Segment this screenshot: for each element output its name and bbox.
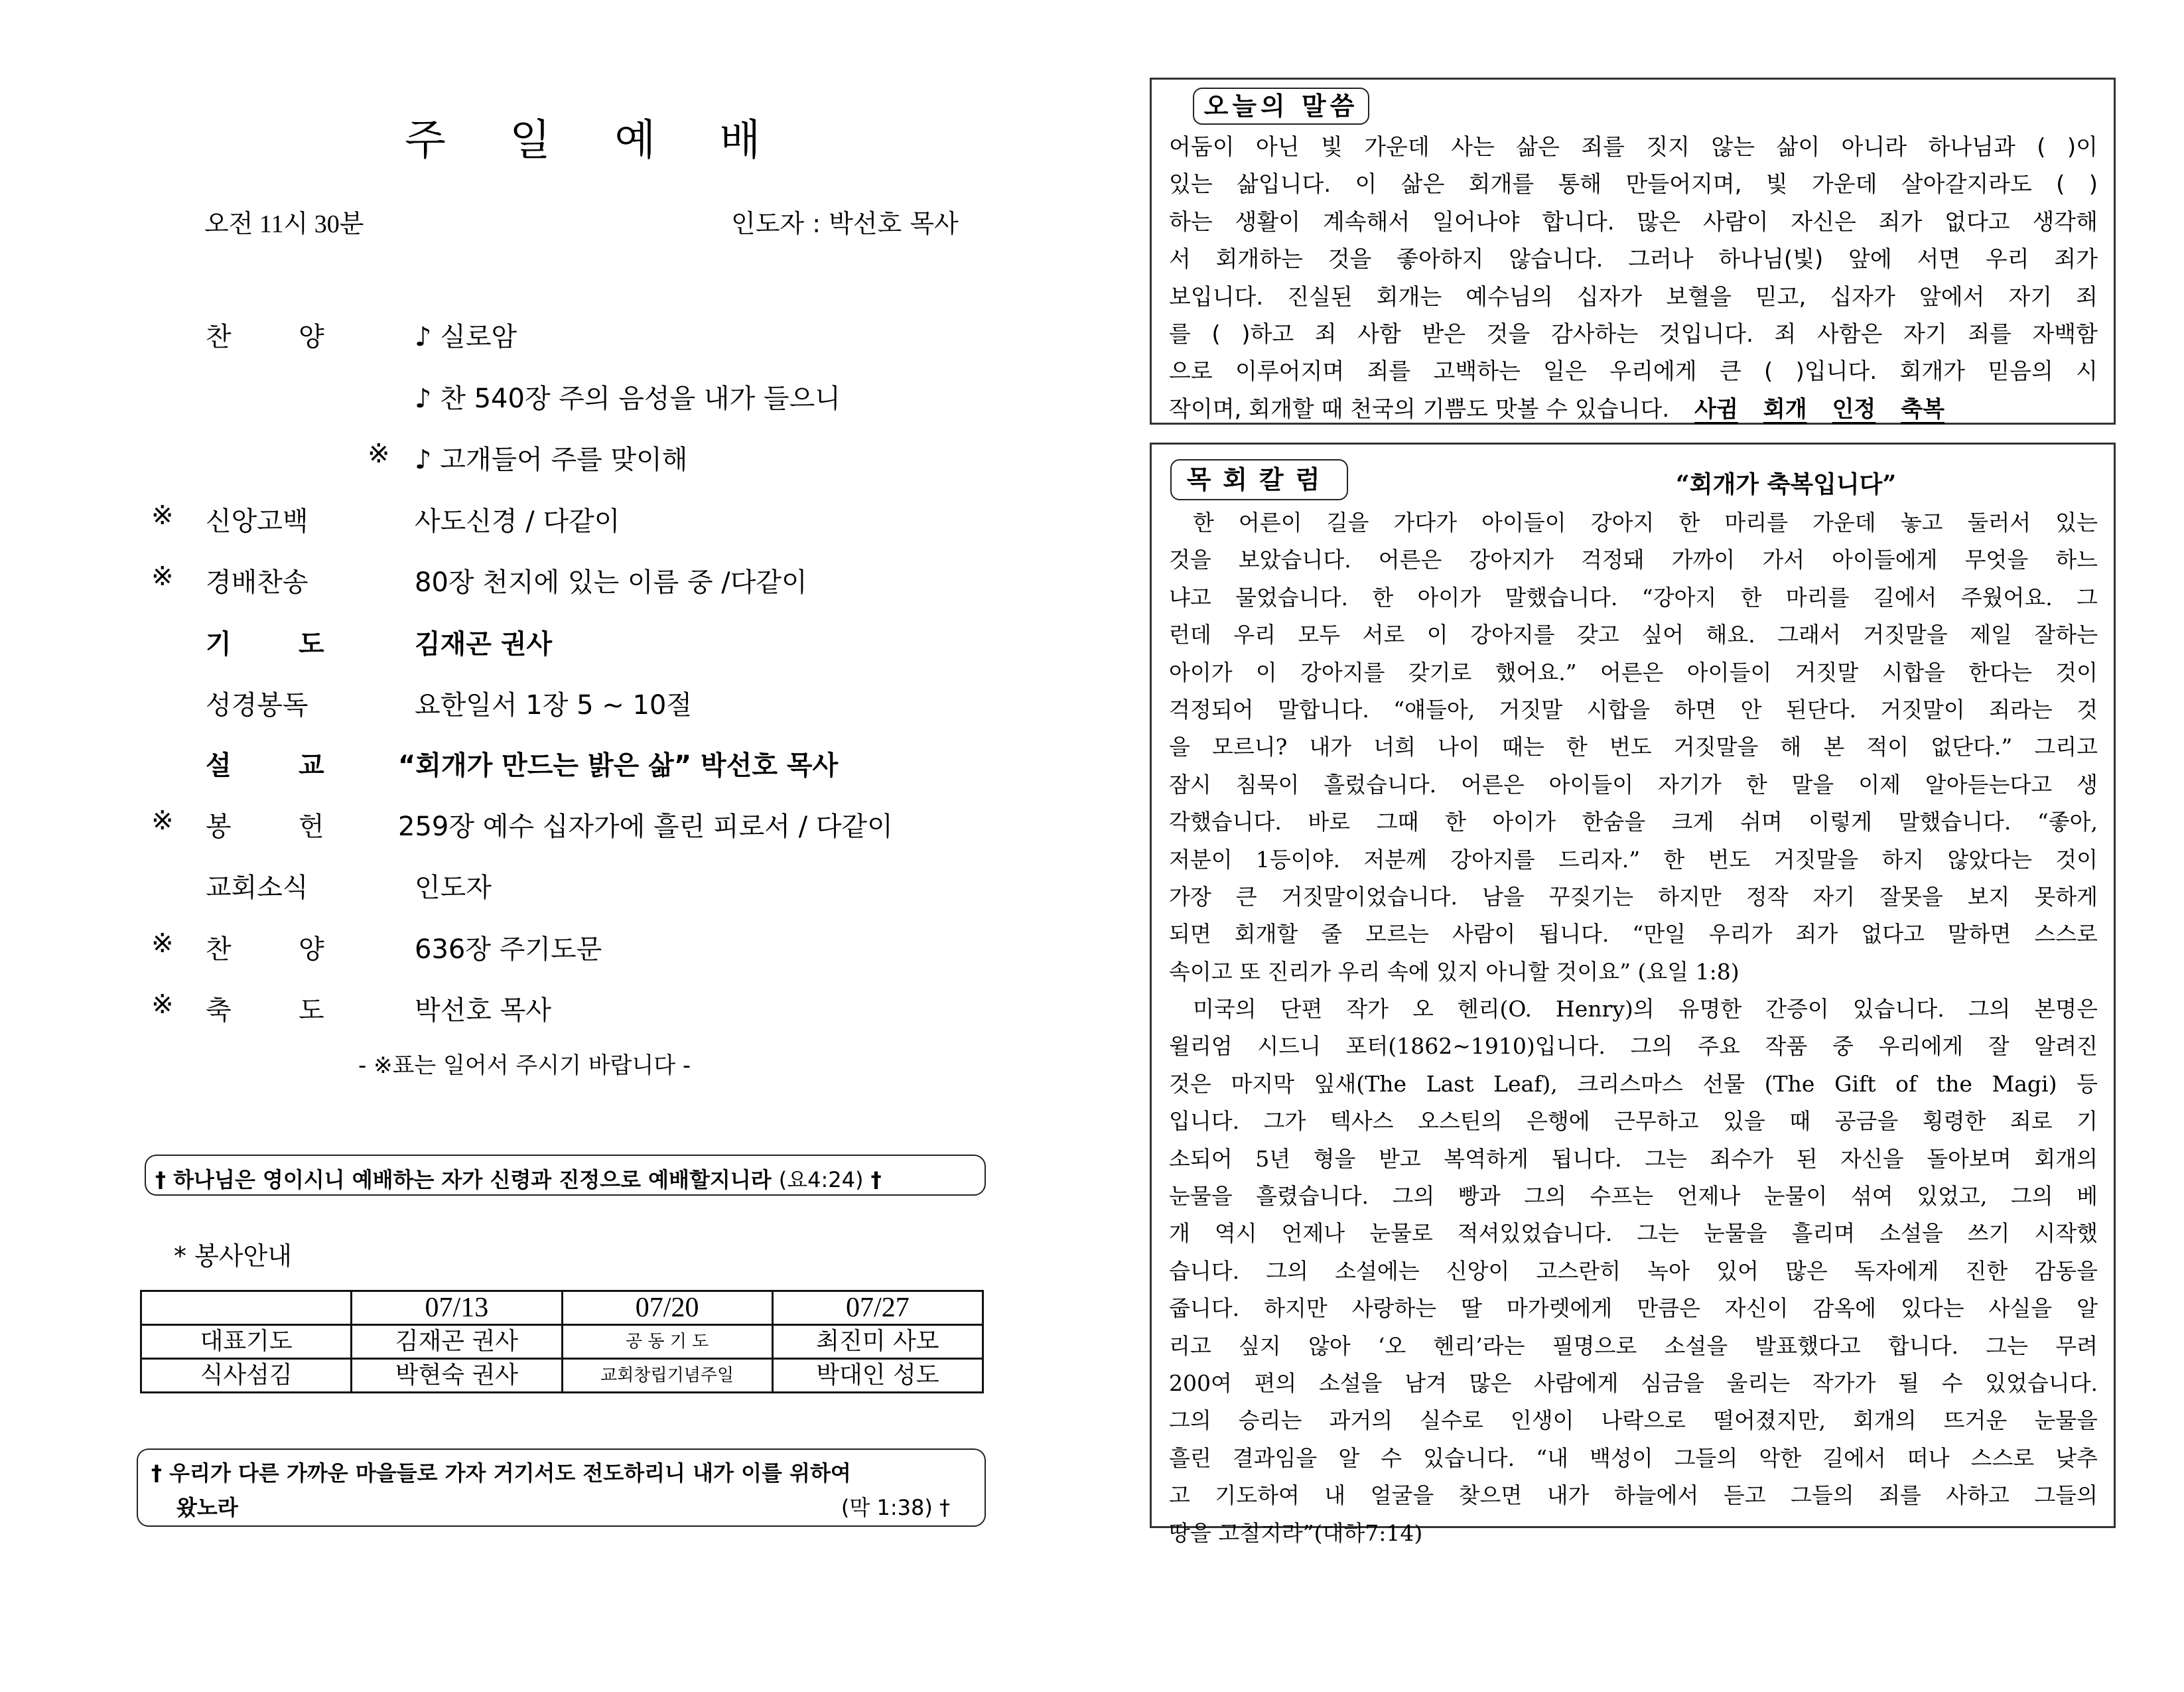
table-header-row <box>141 1291 983 1325</box>
text-line: 한 어른이 길을 가다가 아이들이 강아지 한 마리를 가운데 놓고 둘러서 있는 <box>1193 510 2098 535</box>
stand-mark-icon: ※ <box>151 806 174 836</box>
order-value: ♪ 고개들어 주를 맞이해 <box>415 445 688 475</box>
text-line: 가장 큰 거짓말이었습니다. 남을 꾸짖기는 하지만 정작 자기 잘못을 보지 못하게 <box>1169 883 2098 910</box>
order-value: 636장 주기도문 <box>415 934 602 965</box>
order-label: 교회소식 <box>206 873 308 903</box>
column-title: “회개가 축복입니다” <box>1676 470 1897 498</box>
text-line: 줍니다. 하지만 사랑하는 딸 마가렛에게 만큼은 자신이 감옥에 있다는 사실을 알 <box>1169 1295 2098 1322</box>
service-heading: * 봉사안내 <box>174 1241 292 1271</box>
table-row <box>141 1359 983 1393</box>
pastoral-column-badge: 목회칼럼 <box>1170 459 1348 500</box>
todays-word-badge: 오늘의 말씀 <box>1193 88 1369 125</box>
text-line: 개 역시 언제나 눈물로 적셔있었습니다. 그는 눈물을 흘리며 소설을 쓰기 시작했 <box>1169 1220 2098 1247</box>
answer-key <box>1669 391 1945 428</box>
text-line: 눈물을 흘렸습니다. 그의 빵과 그의 수프는 언제나 눈물이 섞여 있었고, 그의 베 <box>1169 1183 2098 1210</box>
order-value: 요한일서 1장 5 ~ 10절 <box>415 690 693 721</box>
text-line: 을 모르니? 내가 너희 나이 때는 한 번도 거짓말을 해 본 적이 없단다.” 그리고 <box>1169 734 2098 760</box>
answer-word: 축복 <box>1901 395 1945 423</box>
order-value: ♪ 찬 540장 주의 음성을 내가 들으니 <box>415 384 841 414</box>
text-line: 각했습니다. 바로 그때 한 아이가 한숨을 크게 쉬며 이렇게 말했습니다. “좋아, <box>1169 809 2098 835</box>
text-line: 있는 삶입니다. 이 삶은 회개를 통해 만들어지며, 빛 가운데 살아갈지라도 ( ) <box>1169 171 2098 198</box>
order-value: 80장 천지에 있는 이름 중 /다같이 <box>415 567 807 598</box>
text-line: 를 ( )하고 죄 사함 받은 것을 감사하는 것입니다. 죄 사함은 자기 죄를 자백함 <box>1169 320 2098 348</box>
table-cell: 교회창립기념주일 <box>562 1359 772 1393</box>
verse-line-2: 왔노라 <box>176 1495 238 1520</box>
text-line: 잠시 침묵이 흘렀습니다. 어른은 아이들이 자기가 한 말을 이제 알아듣는다고 생 <box>1169 771 2098 798</box>
verse-ref: (요4:24) <box>778 1167 864 1192</box>
text-line: 어둠이 아닌 빛 가운데 사는 삶은 죄를 짓지 않는 삶이 아니라 하나님과 ( )이 <box>1169 134 2098 161</box>
text-line: 고 기도하여 내 얼굴을 찾으면 내가 하늘에서 듣고 그들의 죄를 사하고 그들의 <box>1169 1482 2098 1509</box>
verse-ref: (막 1:38) † <box>841 1495 950 1520</box>
stand-mark-icon: ※ <box>368 439 390 469</box>
page-title: 주 일 예 배 <box>405 116 786 165</box>
verse-box-john <box>145 1155 986 1196</box>
text-line: 것을 보았습니다. 어른은 강아지가 걱정돼 가까이 가서 아이들에게 무엇을 하느 <box>1169 547 2098 573</box>
todays-word-text <box>1169 129 2098 428</box>
text-line: 걱정되어 말합니다. “얘들아, 거짓말 시합을 하면 안 된단다. 거짓말이 죄라는 것 <box>1169 696 2098 723</box>
stand-note: - ※표는 일어서 주시기 바랍니다 - <box>358 1052 691 1079</box>
table-header-cell: 07/20 <box>562 1291 772 1325</box>
table-cell: 김재곤 권사 <box>352 1325 562 1359</box>
text-line: 서 회개하는 것을 좋아하지 않습니다. 그러나 하나님(빛) 앞에 서면 우리 죄가 <box>1169 246 2098 273</box>
order-label: 경배찬송 <box>206 567 308 598</box>
service-time: 오전 11시 30분 <box>204 210 364 238</box>
cross-icon: † <box>155 1167 166 1192</box>
text-line: 속이고 또 진리가 우리 속에 있지 아니할 것이요” (요일 1:8) <box>1169 958 1740 985</box>
order-value: 인도자 <box>415 873 492 903</box>
verse-line-1: † 우리가 다른 가까운 마을들로 가자 거기서도 전도하리니 내가 이를 위하여 <box>151 1460 851 1486</box>
text-line: 작이며, 회개할 때 천국의 기쁨도 맛볼 수 있습니다. 사귐 회개 인정 축복 <box>1169 391 2098 428</box>
order-value: “회개가 만드는 밝은 삶” 박선호 목사 <box>398 750 839 781</box>
verse-box-mark <box>137 1448 986 1527</box>
table-header-cell: 07/27 <box>772 1291 983 1325</box>
todays-word-box <box>1150 78 2116 425</box>
text-line: 리고 싶지 않아 ‘오 헨리’라는 필명으로 소설을 발표했다고 합니다. 그는 무려 <box>1169 1332 2098 1359</box>
stand-mark-icon: ※ <box>151 500 174 531</box>
verse-text: † 하나님은 영이시니 예배하는 자가 신령과 진정으로 예배할지니라 (요4:24) † <box>155 1167 882 1192</box>
service-leader: 인도자 : 박선호 목사 <box>731 209 959 238</box>
text-line: 되면 회개할 줄 모르는 사람이 됩니다. “만일 우리가 죄가 없다고 말하면 스스로 <box>1169 921 2098 948</box>
text-line: 아이가 이 강아지를 갖기로 했어요.” 어른은 아이들이 거짓말 시합을 한다는 것이 <box>1169 659 2098 685</box>
text-line: 입니다. 그가 텍사스 오스틴의 은행에 근무하고 있을 때 공금을 횡령한 죄로 기 <box>1169 1108 2098 1135</box>
table-cell: 공 동 기 도 <box>562 1325 772 1359</box>
table-header-cell <box>141 1291 352 1325</box>
service-table <box>140 1290 984 1393</box>
stand-mark-icon: ※ <box>151 989 174 1020</box>
pastoral-column-box <box>1150 443 2116 1546</box>
order-value: 259장 예수 십자가에 흘린 피로서 / 다같이 <box>398 811 893 842</box>
table-cell: 박대인 성도 <box>772 1359 983 1393</box>
table-cell: 최진미 사모 <box>772 1325 983 1359</box>
table-cell: 대표기도 <box>141 1325 352 1359</box>
text-line: 하는 생활이 계속해서 일어나야 합니다. 많은 사람이 자신은 죄가 없다고 생각해 <box>1169 208 2098 236</box>
order-value: ♪ 실로암 <box>415 322 517 352</box>
text-line: 습니다. 그의 소설에는 신앙이 고스란히 녹아 있어 많은 독자에게 진한 감동을 <box>1169 1257 2098 1284</box>
text-line: 그의 승리는 과거의 실수로 인생이 나락으로 떨어졌지만, 회개의 뜨거운 눈물을 <box>1169 1407 2098 1434</box>
text-line: 냐고 물었습니다. 한 아이가 말했습니다. “강아지 한 마리를 길에서 주웠어요. 그 <box>1169 584 2098 610</box>
text-line: 윌리엄 시드니 포터(1862~1910)입니다. 그의 주요 작품 중 우리에게 잘 알려진 <box>1169 1033 2098 1060</box>
text-line: 땅을 고칠지라”(대하7:14) <box>1169 1519 1423 1546</box>
table-header-cell: 07/13 <box>352 1291 562 1325</box>
text-line: 런데 우리 모두 서로 이 강아지를 갖고 싶어 해요. 그래서 거짓말을 제일 잘하는 <box>1169 622 2098 648</box>
order-value: 박선호 목사 <box>415 995 551 1026</box>
text-line: 으로 이루어지며 죄를 고백하는 일은 우리에게 큰 ( )입니다. 회개가 믿음의 시 <box>1169 358 2098 386</box>
order-label: 신앙고백 <box>206 506 308 537</box>
text-line: 것은 마지막 잎새(The Last Leaf), 크리스마스 선물 (The Gift of the Magi) 등 <box>1169 1070 2098 1097</box>
column-text <box>1169 504 2098 1552</box>
stand-mark-icon: ※ <box>151 928 174 959</box>
order-label: 성경봉독 <box>206 690 308 721</box>
answer-word: 인정 <box>1832 395 1876 423</box>
table-cell: 박현숙 권사 <box>352 1359 562 1393</box>
stand-mark-icon: ※ <box>151 561 174 592</box>
text-line: 소되어 5년 형을 받고 복역하게 됩니다. 그는 죄수가 된 자신을 돌아보며 회개의 <box>1169 1145 2098 1172</box>
order-value: 김재곤 권사 <box>415 629 553 660</box>
table-row <box>141 1325 983 1359</box>
text-line: 보입니다. 진실된 회개는 예수님의 십자가 보혈을 믿고, 십자가 앞에서 자기 죄 <box>1169 283 2098 311</box>
answer-word: 회개 <box>1763 395 1807 423</box>
answer-word: 사귐 <box>1694 395 1738 423</box>
text-line: 200여 편의 소설을 남겨 많은 사람에게 심금을 울리는 작가가 될 수 있었습니다. <box>1169 1370 2098 1396</box>
order-value: 사도신경 / 다같이 <box>415 506 620 537</box>
text-line: 흘린 결과임을 알 수 있습니다. “내 백성이 그들의 악한 길에서 떠나 스스로 낮추 <box>1169 1445 2098 1471</box>
cross-icon: † <box>870 1167 882 1192</box>
text-line: 미국의 단편 작가 오 헨리(O. Henry)의 유명한 간증이 있습니다. 그의 본명은 <box>1193 996 2098 1022</box>
table-cell: 식사섬김 <box>141 1359 352 1393</box>
text-line: 저분이 1등이야. 저분께 강아지를 드리자.” 한 번도 거짓말을 하지 않았다는 것이 <box>1169 846 2098 873</box>
